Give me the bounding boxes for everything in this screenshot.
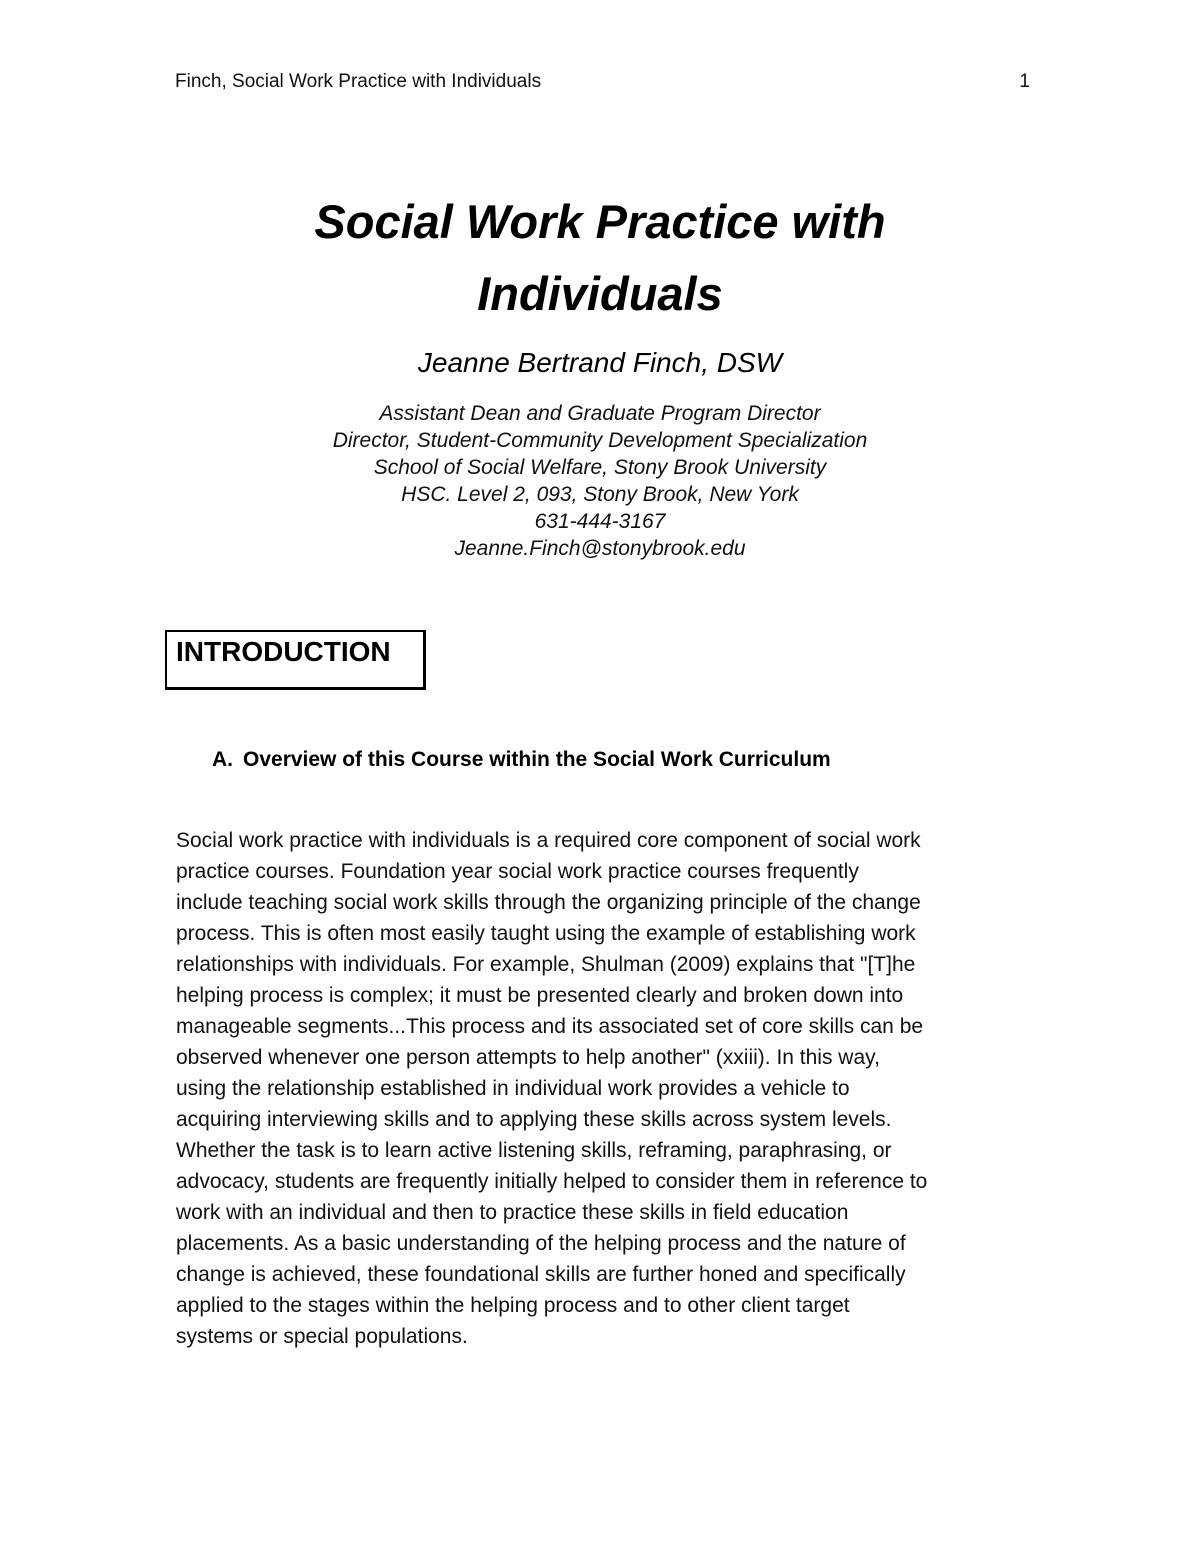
- introduction-box: [165, 630, 426, 690]
- body-line: Social work practice with individuals is a required core component of social work: [176, 829, 921, 852]
- section-heading: [212, 746, 831, 774]
- affiliation-address: HSC. Level 2, 093, Stony Brook, New York: [401, 483, 799, 506]
- section-heading-text: Overview of this Course within the Social Work Curriculum: [243, 748, 831, 771]
- section-marker: A.: [212, 748, 233, 771]
- document-title-line-1: Social Work Practice with: [314, 195, 886, 248]
- body-line: change is achieved, these foundational skills are further honed and specifically: [176, 1263, 906, 1286]
- affiliation-phone: 631-444-3167: [534, 510, 666, 533]
- body-line: observed whenever one person attempts to help another" (xxiii). In this way,: [176, 1046, 880, 1069]
- body-line: Whether the task is to learn active listening skills, reframing, paraphrasing, or: [176, 1139, 892, 1162]
- affiliation-email: Jeanne.Finch@stonybrook.edu: [454, 537, 746, 560]
- affiliation-directorship: Director, Student-Community Development Specialization: [332, 429, 868, 452]
- document-title: [200, 186, 1000, 330]
- body-line: relationships with individuals. For example, Shulman (2009) explains that "[T]he: [176, 953, 916, 976]
- body-line: include teaching social work skills through the organizing principle of the change: [176, 891, 921, 914]
- affiliation-position: Assistant Dean and Graduate Program Director: [379, 402, 821, 425]
- running-header: Finch, Social Work Practice with Individuals: [175, 71, 542, 92]
- body-line: manageable segments...This process and its associated set of core skills can be: [176, 1015, 924, 1038]
- document-title-line-2: Individuals: [477, 267, 723, 320]
- body-line: applied to the stages within the helping process and to other client target: [176, 1294, 850, 1317]
- body-line: systems or special populations.: [176, 1325, 468, 1348]
- body-line: practice courses. Foundation year social work practice courses frequently: [176, 860, 859, 883]
- body-line: helping process is complex; it must be presented clearly and broken down into: [176, 984, 904, 1007]
- body-paragraph: [176, 825, 1036, 1352]
- affiliation-school: School of Social Welfare, Stony Brook University: [373, 456, 827, 479]
- body-line: process. This is often most easily taught using the example of establishing work: [176, 922, 916, 945]
- author-affiliation: [200, 400, 1000, 562]
- introduction-label: INTRODUCTION: [176, 636, 391, 667]
- page-number: 1: [1019, 71, 1030, 92]
- author-name: Jeanne Bertrand Finch, DSW: [417, 347, 783, 378]
- body-line: placements. As a basic understanding of the helping process and the nature of: [176, 1232, 906, 1255]
- body-line: using the relationship established in individual work provides a vehicle to: [176, 1077, 850, 1100]
- body-line: acquiring interviewing skills and to applying these skills across system levels.: [176, 1108, 892, 1131]
- body-line: advocacy, students are frequently initially helped to consider them in reference to: [176, 1170, 928, 1193]
- body-line: work with an individual and then to practice these skills in field education: [176, 1201, 849, 1224]
